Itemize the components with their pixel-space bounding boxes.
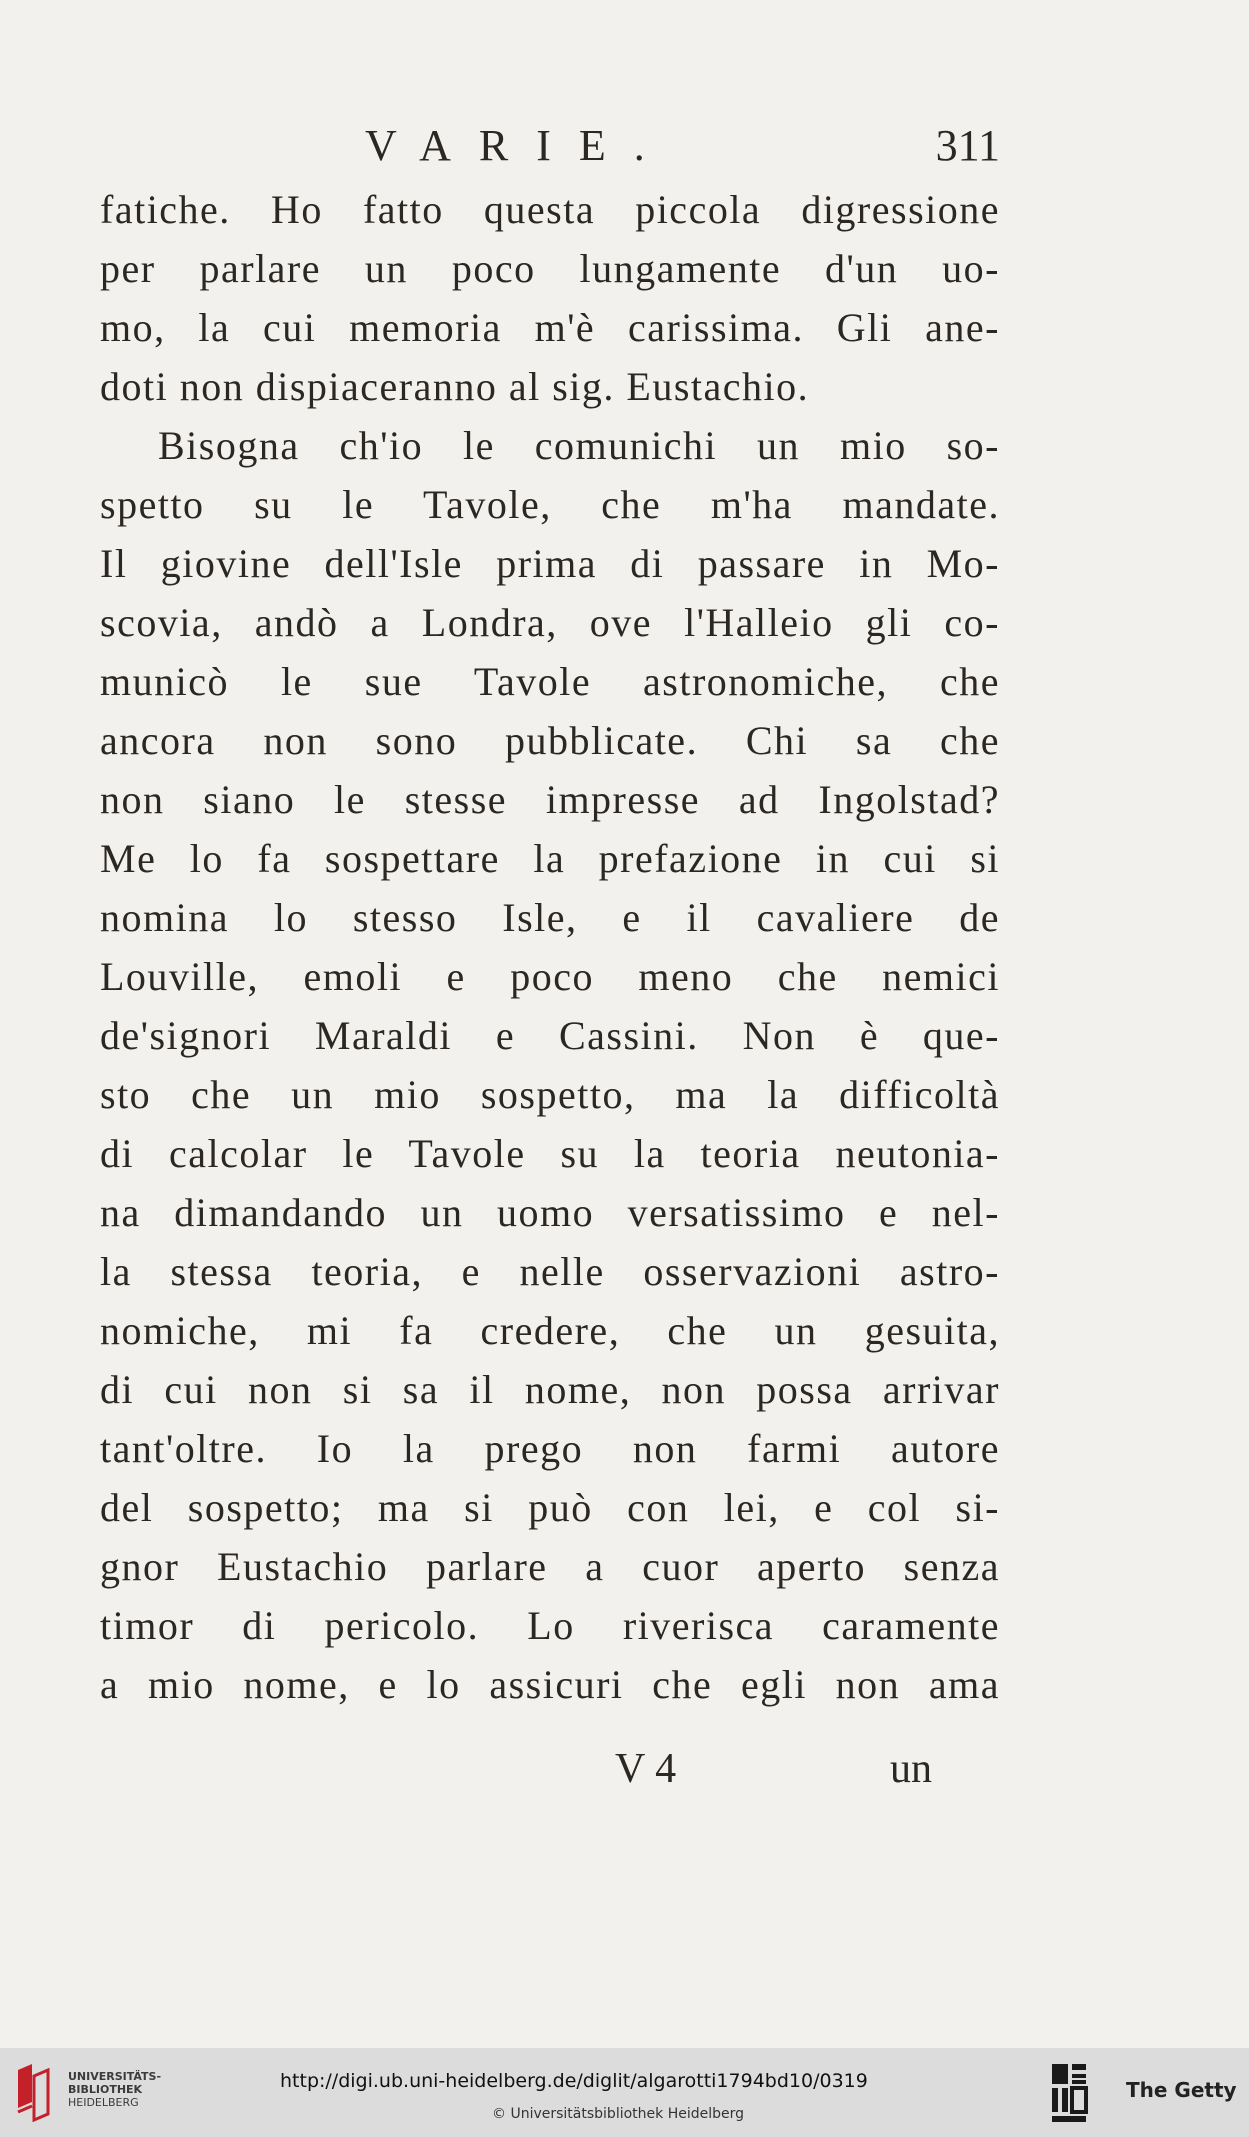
permalink[interactable]: http://digi.ub.uni-heidelberg.de/diglit/algarotti1794bd10/0319 xyxy=(280,2070,868,2092)
text-line: spetto su le Tavole, che m'ha mandate. xyxy=(100,482,1000,527)
library-name-line: HEIDELBERG xyxy=(68,2096,139,2109)
text-line: tant'oltre. Io la prego non farmi autore xyxy=(100,1426,1000,1471)
text-line: doti non dispiaceranno al sig. Eustachio. xyxy=(100,364,810,409)
text-line: Me lo fa sospettare la prefazione in cui si xyxy=(100,836,1000,881)
copyright-notice: © Universitätsbibliothek Heidelberg xyxy=(492,2106,745,2122)
text-line: Il giovine dell'Isle prima di passare in Mo- xyxy=(100,541,1000,586)
university-library-logo[interactable] xyxy=(14,2062,164,2122)
text-line: nomiche, mi fa credere, che un gesuita, xyxy=(100,1308,1000,1353)
text-line: ancora non sono pubblicate. Chi sa che xyxy=(100,718,1000,763)
text-line: municò le sue Tavole astronomiche, che xyxy=(100,659,1000,704)
viewer-footer xyxy=(0,2048,1249,2137)
text-line: Louville, emoli e poco meno che nemici xyxy=(100,954,1000,999)
text-line: di calcolar le Tavole su la teoria neutonia- xyxy=(100,1131,1000,1176)
text-line: per parlare un poco lungamente d'un uo- xyxy=(100,246,1000,291)
catchword: un xyxy=(890,1746,932,1792)
running-head xyxy=(100,120,1000,180)
text-line: non siano le stesse impresse ad Ingolstad? xyxy=(100,777,1000,822)
getty-name[interactable]: The Getty xyxy=(1126,2078,1237,2102)
text-line: sto che un mio sospetto, ma la difficoltà xyxy=(100,1072,1000,1117)
text-line: di cui non si sa il nome, non possa arrivar xyxy=(100,1367,1000,1412)
library-name xyxy=(68,2070,161,2109)
text-line: na dimandando un uomo versatissimo e nel- xyxy=(100,1190,1000,1235)
library-logo-icon xyxy=(14,2062,58,2122)
text-line: del sospetto; ma si può con lei, e col si- xyxy=(100,1485,1000,1530)
text-line: timor di pericolo. Lo riverisca caramente xyxy=(100,1603,1000,1648)
text-line: mo, la cui memoria m'è carissima. Gli ane- xyxy=(100,305,1000,350)
text-line: Bisogna ch'io le comunichi un mio so- xyxy=(158,423,1000,468)
library-name-line: BIBLIOTHEK xyxy=(68,2083,143,2096)
getty-logo-icon[interactable] xyxy=(1050,2062,1110,2126)
catchline xyxy=(100,1745,1000,1805)
library-name-line: UNIVERSITÄTS- xyxy=(68,2070,162,2083)
text-line: nomina lo stesso Isle, e il cavaliere de xyxy=(100,895,1000,940)
signature-mark: V 4 xyxy=(615,1746,677,1792)
text-line: la stessa teoria, e nelle osservazioni astro- xyxy=(100,1249,1000,1294)
page-number: 311 xyxy=(935,121,1000,170)
text-line: de'signori Maraldi e Cassini. Non è que- xyxy=(100,1013,1000,1058)
running-title: VARIE. xyxy=(365,121,673,170)
text-line: scovia, andò a Londra, ove l'Halleio gli co- xyxy=(100,600,1000,645)
text-line: gnor Eustachio parlare a cuor aperto senza xyxy=(100,1544,1000,1589)
text-line: a mio nome, e lo assicuri che egli non ama xyxy=(100,1662,1000,1707)
text-line: fatiche. Ho fatto questa piccola digressione xyxy=(100,187,1000,232)
body-text xyxy=(100,180,1000,1714)
